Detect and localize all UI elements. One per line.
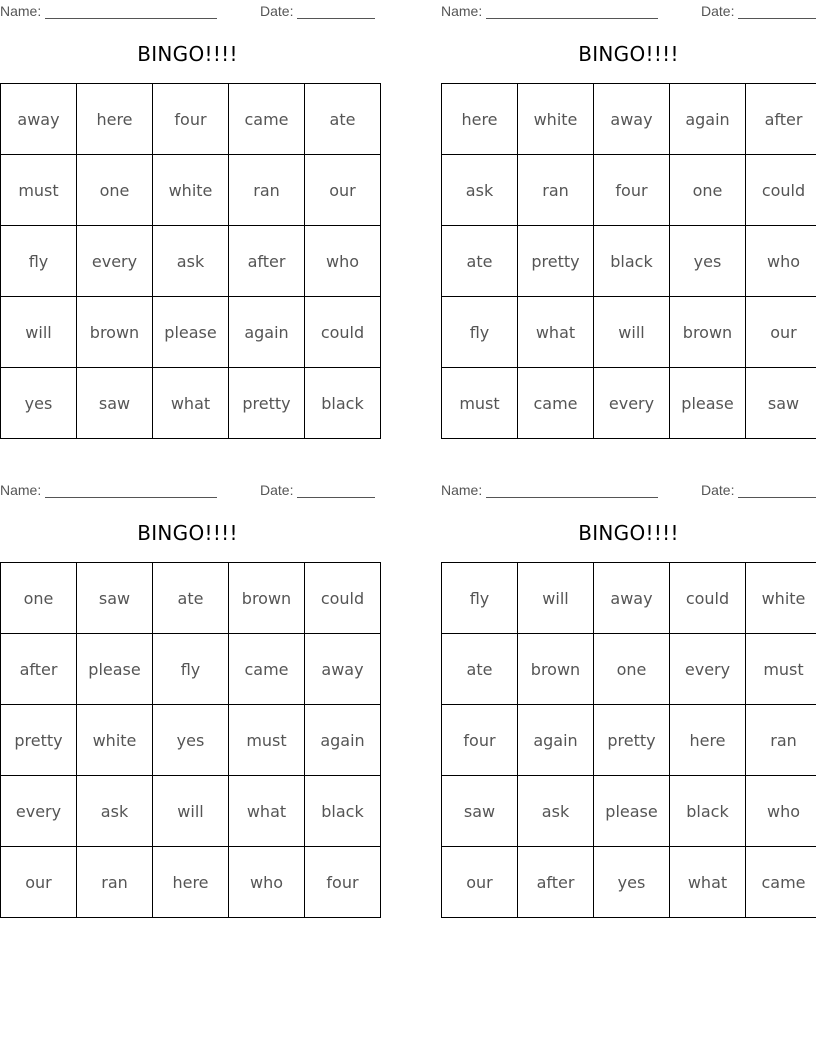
grid-cell: our — [1, 847, 77, 918]
date-blank-line — [738, 497, 816, 498]
grid-cell: who — [746, 776, 816, 847]
grid-cell: here — [670, 705, 746, 776]
grid-row — [442, 563, 816, 634]
bingo-grid — [441, 83, 816, 439]
grid-cell: ran — [518, 155, 594, 226]
name-label: Name: — [441, 482, 483, 498]
grid-row — [1, 297, 381, 368]
grid-cell: every — [594, 368, 670, 439]
grid-cell: away — [1, 84, 77, 155]
grid-row — [442, 368, 816, 439]
grid-cell: please — [594, 776, 670, 847]
grid-cell: brown — [229, 563, 305, 634]
grid-cell: after — [229, 226, 305, 297]
grid-cell: one — [670, 155, 746, 226]
bingo-title: BINGO!!!! — [137, 42, 238, 66]
grid-cell: four — [442, 705, 518, 776]
grid-cell: one — [1, 563, 77, 634]
grid-cell: will — [1, 297, 77, 368]
grid-row — [1, 563, 381, 634]
card-header — [441, 3, 816, 19]
bingo-title: BINGO!!!! — [578, 521, 679, 545]
grid-cell: came — [518, 368, 594, 439]
grid-cell: saw — [442, 776, 518, 847]
grid-cell: who — [305, 226, 381, 297]
grid-cell: ran — [229, 155, 305, 226]
bingo-grid — [0, 83, 381, 439]
grid-cell: black — [670, 776, 746, 847]
grid-row — [442, 155, 816, 226]
name-label: Name: — [441, 3, 483, 19]
grid-cell: please — [153, 297, 229, 368]
grid-cell: came — [746, 847, 816, 918]
name-label: Name: — [0, 482, 42, 498]
grid-cell: every — [77, 226, 153, 297]
grid-cell: yes — [594, 847, 670, 918]
grid-cell: must — [1, 155, 77, 226]
grid-cell: ate — [442, 634, 518, 705]
date-blank-line — [297, 18, 375, 19]
grid-cell: white — [746, 563, 816, 634]
grid-cell: will — [153, 776, 229, 847]
grid-cell: could — [305, 297, 381, 368]
grid-cell: here — [153, 847, 229, 918]
grid-cell: brown — [518, 634, 594, 705]
grid-cell: pretty — [518, 226, 594, 297]
grid-cell: came — [229, 84, 305, 155]
date-label: Date: — [260, 3, 294, 19]
grid-cell: ate — [442, 226, 518, 297]
date-label: Date: — [701, 482, 735, 498]
grid-cell: must — [746, 634, 816, 705]
grid-cell: fly — [1, 226, 77, 297]
grid-cell: what — [229, 776, 305, 847]
grid-row — [442, 297, 816, 368]
grid-cell: yes — [153, 705, 229, 776]
grid-cell: four — [153, 84, 229, 155]
grid-row — [442, 634, 816, 705]
grid-cell: pretty — [594, 705, 670, 776]
name-blank-line — [45, 497, 217, 498]
grid-cell: after — [1, 634, 77, 705]
grid-cell: must — [442, 368, 518, 439]
grid-cell: again — [670, 84, 746, 155]
grid-cell: could — [670, 563, 746, 634]
grid-cell: fly — [442, 297, 518, 368]
grid-cell: must — [229, 705, 305, 776]
grid-row — [1, 847, 381, 918]
grid-row — [442, 705, 816, 776]
grid-cell: saw — [77, 563, 153, 634]
bingo-grid — [441, 562, 816, 918]
grid-cell: ask — [442, 155, 518, 226]
grid-cell: away — [594, 84, 670, 155]
grid-cell: ran — [746, 705, 816, 776]
grid-row — [1, 776, 381, 847]
grid-cell: came — [229, 634, 305, 705]
date-blank-line — [297, 497, 375, 498]
grid-cell: white — [77, 705, 153, 776]
grid-cell: again — [305, 705, 381, 776]
grid-cell: ask — [77, 776, 153, 847]
grid-cell: fly — [442, 563, 518, 634]
grid-cell: what — [670, 847, 746, 918]
grid-cell: please — [670, 368, 746, 439]
grid-cell: our — [305, 155, 381, 226]
card-header — [0, 3, 375, 19]
name-blank-line — [45, 18, 217, 19]
grid-cell: will — [518, 563, 594, 634]
grid-cell: again — [229, 297, 305, 368]
grid-cell: four — [594, 155, 670, 226]
grid-cell: four — [305, 847, 381, 918]
grid-cell: black — [594, 226, 670, 297]
date-label: Date: — [701, 3, 735, 19]
grid-cell: our — [746, 297, 816, 368]
grid-cell: yes — [670, 226, 746, 297]
grid-row — [1, 226, 381, 297]
grid-cell: ate — [153, 563, 229, 634]
grid-cell: what — [153, 368, 229, 439]
grid-cell: one — [77, 155, 153, 226]
grid-cell: here — [442, 84, 518, 155]
grid-cell: yes — [1, 368, 77, 439]
grid-row — [442, 84, 816, 155]
grid-cell: white — [518, 84, 594, 155]
grid-cell: what — [518, 297, 594, 368]
grid-cell: ran — [77, 847, 153, 918]
date-label: Date: — [260, 482, 294, 498]
grid-cell: white — [153, 155, 229, 226]
grid-cell: brown — [77, 297, 153, 368]
grid-cell: please — [77, 634, 153, 705]
grid-row — [1, 634, 381, 705]
grid-row — [1, 368, 381, 439]
grid-row — [1, 84, 381, 155]
grid-row — [442, 847, 816, 918]
grid-cell: saw — [746, 368, 816, 439]
grid-cell: could — [746, 155, 816, 226]
grid-cell: pretty — [1, 705, 77, 776]
date-blank-line — [738, 18, 816, 19]
grid-cell: pretty — [229, 368, 305, 439]
grid-cell: again — [518, 705, 594, 776]
grid-row — [1, 705, 381, 776]
grid-row — [1, 155, 381, 226]
grid-cell: could — [305, 563, 381, 634]
grid-cell: every — [1, 776, 77, 847]
grid-cell: away — [305, 634, 381, 705]
grid-row — [442, 226, 816, 297]
bingo-title: BINGO!!!! — [578, 42, 679, 66]
grid-cell: ask — [518, 776, 594, 847]
bingo-title: BINGO!!!! — [137, 521, 238, 545]
grid-cell: black — [305, 368, 381, 439]
grid-cell: one — [594, 634, 670, 705]
grid-cell: every — [670, 634, 746, 705]
grid-cell: ate — [305, 84, 381, 155]
grid-row — [442, 776, 816, 847]
grid-cell: fly — [153, 634, 229, 705]
grid-cell: ask — [153, 226, 229, 297]
name-blank-line — [486, 18, 658, 19]
grid-cell: away — [594, 563, 670, 634]
grid-cell: who — [746, 226, 816, 297]
grid-cell: after — [518, 847, 594, 918]
grid-cell: saw — [77, 368, 153, 439]
grid-cell: brown — [670, 297, 746, 368]
grid-cell: black — [305, 776, 381, 847]
name-blank-line — [486, 497, 658, 498]
bingo-grid — [0, 562, 381, 918]
grid-cell: will — [594, 297, 670, 368]
card-header — [441, 482, 816, 498]
grid-cell: our — [442, 847, 518, 918]
grid-cell: here — [77, 84, 153, 155]
grid-cell: who — [229, 847, 305, 918]
grid-cell: after — [746, 84, 816, 155]
name-label: Name: — [0, 3, 42, 19]
card-header — [0, 482, 375, 498]
